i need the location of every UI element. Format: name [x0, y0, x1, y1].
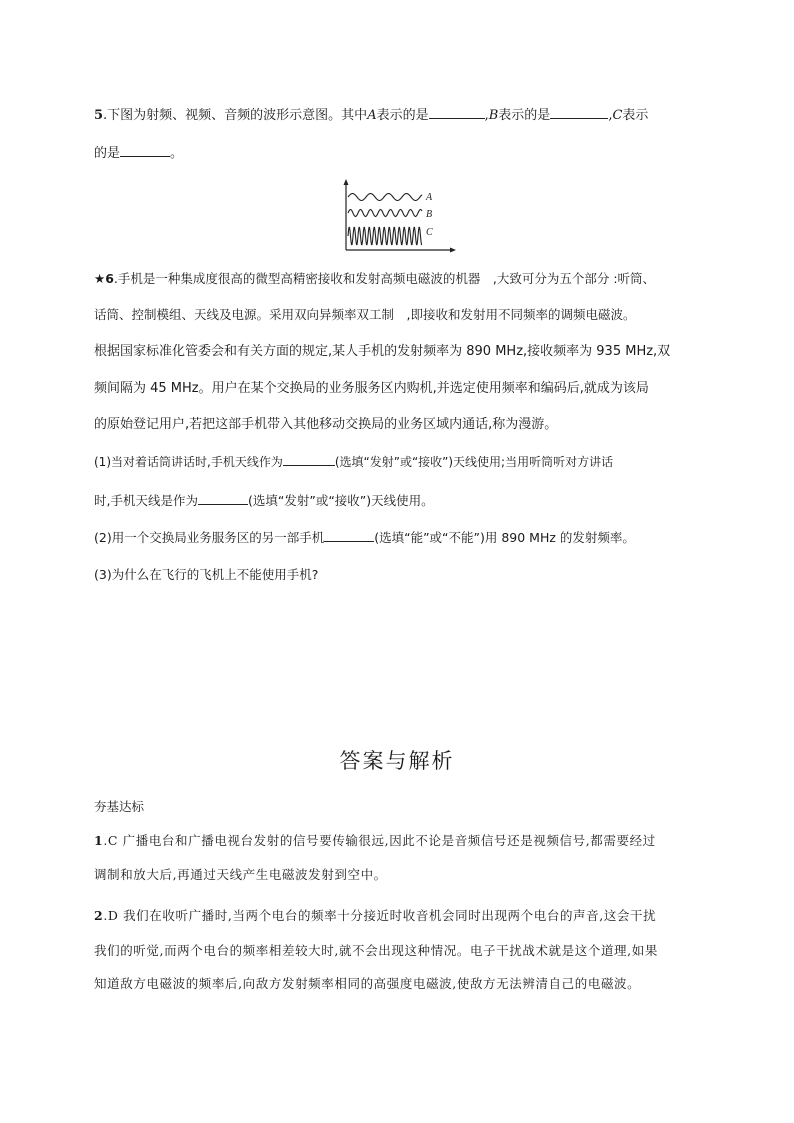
wave-label-a: A — [426, 192, 433, 203]
q5-text-c: 表示的是 — [498, 108, 551, 123]
q5-line-2 — [94, 144, 183, 163]
q6-line-3: 根据国家标准化管委会和有关方面的规定,某人手机的发射频率为 890 MHz,接收频率为 935 MHz,双 — [94, 344, 671, 359]
q6-p2-text-a: (2)用一个交换局业务服务区的另一部手机 — [94, 530, 325, 545]
q6-part-1-line-1 — [94, 453, 613, 471]
q6-line-1 — [94, 270, 655, 288]
q6-text-1: .手机是一种集成度很高的微型高精密接收和发射高频电磁波的机器 ,大致可分为五个部分 :听筒、 — [113, 271, 656, 286]
figure-y-arrow — [344, 179, 349, 185]
answer-1-number: 1 — [94, 833, 104, 848]
q5-line-1 — [94, 106, 648, 125]
figure-x-arrow — [450, 248, 456, 253]
q6-number: ★6 — [94, 271, 114, 286]
answer-1-line-1 — [94, 832, 704, 850]
q6-p1-text-a: (1)当对着话筒讲话时,手机天线作为 — [94, 455, 283, 469]
q6-line-5: 的原始登记用户,若把这部手机带入其他移动交换局的业务区域内通话,称为漫游。 — [94, 417, 558, 432]
answers-title: 答案与解析 — [339, 749, 455, 773]
wave-label-b: B — [426, 209, 433, 220]
q5-var-b: B — [488, 108, 499, 123]
q6-p1-text-c: 时,手机天线是作为 — [94, 493, 198, 508]
answer-1-text-1: .C 广播电台和广播电视台发射的信号要传输很远,因此不论是音频信号还是视频信号,都需要经过 — [103, 833, 656, 848]
q6-part-1-line-2 — [94, 492, 434, 510]
answer-2-line-1 — [94, 907, 704, 925]
answer-1-line-2: 调制和放大后,再通过天线产生电磁波发射到空中。 — [94, 867, 387, 882]
q5-text-d: 表示 — [622, 108, 649, 123]
q5-comma-1: , — [484, 108, 489, 123]
q5-text-e: 的是 — [94, 146, 121, 161]
q6-part-2 — [94, 529, 635, 547]
wave-b — [348, 210, 422, 217]
q5-blank-c[interactable] — [120, 144, 170, 157]
wave-a — [348, 194, 422, 201]
answer-2-text-1: .D 我们在收听广播时,当两个电台的频率十分接近时收音机会同时出现两个电台的声音,这会干扰 — [103, 908, 657, 923]
q6-blank-1[interactable] — [283, 453, 335, 466]
q6-p1-text-b: (选填“发射”或“接收”)天线使用;当用听筒听对方讲话 — [334, 455, 614, 469]
q6-p1-text-d: (选填“发射”或“接收”)天线使用。 — [247, 493, 434, 508]
q5-period: 。 — [170, 146, 184, 161]
waveform-figure — [336, 178, 458, 254]
q5-text-b: 表示的是 — [376, 108, 429, 123]
wave-label-c: C — [426, 227, 433, 238]
q5-number: 5 — [94, 108, 104, 123]
q5-var-a: A — [367, 108, 377, 123]
section-heading: 夯基达标 — [94, 799, 145, 814]
answer-2-line-2: 我们的听觉,而两个电台的频率相差较大时,就不会出现这种情况。电子干扰战术就是这个道理,如果 — [94, 943, 658, 958]
answer-2-number: 2 — [94, 908, 104, 923]
q6-blank-3[interactable] — [324, 529, 374, 542]
q5-var-c: C — [612, 108, 623, 123]
q6-blank-2[interactable] — [198, 492, 248, 505]
q5-text-a: .下图为射频、视频、音频的波形示意图。其中 — [103, 108, 368, 123]
q6-line-4: 频间隔为 45 MHz。用户在某个交换局的业务服务区内购机,并选定使用频率和编码后,就成为该局 — [94, 381, 649, 396]
q6-part-3: (3)为什么在飞行的飞机上不能使用手机? — [94, 567, 319, 582]
q6-p2-text-b: (选填“能”或“不能”)用 890 MHz 的发射频率。 — [374, 530, 635, 545]
q6-line-2: 话筒、控制模组、天线及电源。采用双向异频率双工制 ,即接收和发射用不同频率的调频电磁波。 — [94, 307, 636, 322]
q5-blank-b[interactable] — [550, 106, 608, 119]
answer-2-line-3: 知道敌方电磁波的频率后,向敌方发射频率相同的高强度电磁波,使敌方无法辨清自己的电磁波。 — [94, 976, 641, 991]
q5-comma-2: , — [608, 108, 613, 123]
q5-blank-a[interactable] — [429, 106, 485, 119]
wave-c — [348, 227, 422, 244]
